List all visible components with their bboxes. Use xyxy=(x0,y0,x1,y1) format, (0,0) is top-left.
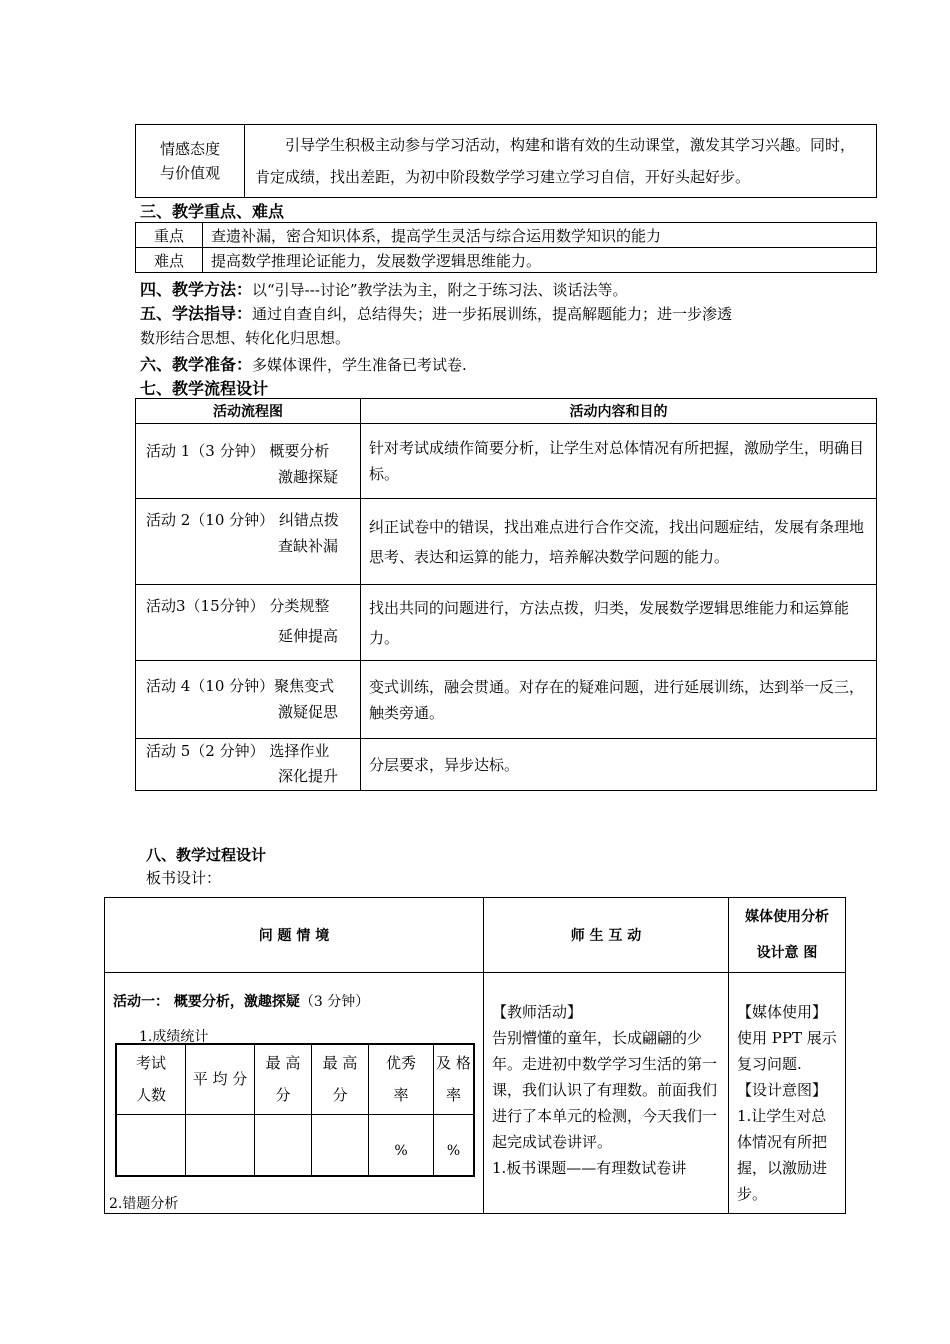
section5 xyxy=(140,302,732,350)
flow-content-cell: 找出共同的问题进行，方法点拨，归类，发展数学逻辑思维能力和运算能力。 xyxy=(361,585,877,661)
teacher-activity-content: 告别懵懂的童年，长成翩翩的少年。走进初中数学学习生活的第一课，我们认识了有理数。前面我们进行了本单元的检测，今天我们一起完成试卷讲评。 xyxy=(492,1029,718,1151)
table-header-row xyxy=(136,399,877,424)
flow-activity-cell xyxy=(136,499,361,585)
stats-value-row xyxy=(116,1114,474,1176)
stats-value-cell xyxy=(255,1114,312,1176)
section6 xyxy=(140,352,467,375)
stats-value-cell: % xyxy=(369,1114,434,1176)
stats-value-cell xyxy=(116,1114,186,1176)
flow-header-right: 活动内容和目的 xyxy=(361,399,877,424)
key-point-label: 重点 xyxy=(136,223,203,248)
flow-table xyxy=(135,398,877,791)
stats-header-l2: 分 xyxy=(332,1086,348,1105)
media-use-title: 【媒体使用】 xyxy=(737,1003,828,1021)
interaction-cell xyxy=(484,973,729,1214)
flow-header-left: 活动流程图 xyxy=(136,399,361,424)
table-header-row xyxy=(105,898,846,973)
stats-header-cell xyxy=(116,1044,186,1114)
stats-value-cell: % xyxy=(434,1114,475,1176)
flow-activity-name: 活动 5（2 分钟） 选择作业 xyxy=(146,742,330,760)
stats-header-cell xyxy=(369,1044,434,1114)
emotion-table xyxy=(135,124,877,198)
key-point-content: 查遗补漏，密合知识体系，提高学生灵活与综合运用数学知识的能力 xyxy=(203,223,877,248)
emotion-label xyxy=(136,125,245,198)
section4-title: 四、教学方法： xyxy=(140,280,253,299)
media-cell xyxy=(729,973,846,1214)
media-use-content: 使用 PPT 展示复习问题. xyxy=(737,1029,837,1073)
flow-activity-cell xyxy=(136,661,361,739)
flow-content-cell: 变式训练，融会贯通。对存在的疑难问题，进行延展训练，达到举一反三，触类旁通。 xyxy=(361,661,877,739)
flow-activity-cell xyxy=(136,585,361,661)
flow-content-cell: 纠正试卷中的错误，找出难点进行合作交流，找出问题症结，发展有条理地思考、表达和运算的能力，培养解决数学问题的能力。 xyxy=(361,499,877,585)
flow-content-cell: 针对考试成绩作简要分析，让学生对总体情况有所把握，激励学生，明确目标。 xyxy=(361,424,877,499)
board-design-label: 板书设计： xyxy=(146,869,222,887)
stats-header-row xyxy=(116,1044,474,1114)
stats-header-l1: 平 均 分 xyxy=(192,1070,248,1089)
stats-label: 1.成绩统计 xyxy=(139,1029,209,1045)
table-row xyxy=(136,248,877,273)
emotion-content-text: 引导学生积极主动参与学习活动，构建和谐有效的生动课堂，激发其学习兴趣。同时，肯定成绩，找出差距，为初中阶段数学学习建立学习自信，开好头起好步。 xyxy=(255,136,856,186)
section8-title: 八、教学过程设计 xyxy=(146,846,267,864)
stats-header-l1: 最 高 xyxy=(265,1054,301,1073)
emotion-content xyxy=(245,125,877,198)
stats-header-l2: 率 xyxy=(445,1086,461,1105)
key-points-table xyxy=(135,222,877,273)
table-row xyxy=(136,223,877,248)
flow-activity-sub: 激趣探疑 xyxy=(278,468,339,486)
stats-header-l1: 及 格 xyxy=(436,1054,471,1073)
stats-header-cell xyxy=(434,1044,475,1114)
stats-header-cell xyxy=(186,1044,255,1114)
section5-content-line2: 数形结合思想、转化化归思想。 xyxy=(140,329,351,347)
section6-content: 多媒体课件，学生准备已考试卷. xyxy=(252,356,467,374)
flow-activity-name: 活动 4（10 分钟）聚焦变式 xyxy=(146,677,335,695)
flow-activity-cell xyxy=(136,424,361,499)
activity-time: （3 分钟） xyxy=(299,994,370,1010)
table-row xyxy=(136,661,877,739)
media-header xyxy=(729,898,846,973)
stats-value-cell xyxy=(186,1114,255,1176)
stats-header-l2: 人数 xyxy=(135,1086,166,1105)
emotion-label-line1: 情感态度 xyxy=(159,140,220,158)
teacher-activity-title: 【教师活动】 xyxy=(492,1003,583,1021)
difficulty-content: 提高数学推理论证能力，发展数学逻辑思维能力。 xyxy=(203,248,877,273)
section5-title: 五、学法指导： xyxy=(140,304,253,323)
stats-table xyxy=(115,1043,475,1177)
stats-header-cell xyxy=(312,1044,369,1114)
emotion-label-line2: 与价值观 xyxy=(159,164,220,182)
section3-title: 三、教学重点、难点 xyxy=(140,202,285,221)
stats-header-l1: 最 高 xyxy=(322,1054,358,1073)
section7-title: 七、教学流程设计 xyxy=(140,379,269,398)
table-row xyxy=(136,424,877,499)
flow-activity-name: 活动 1（3 分钟） 概要分析 xyxy=(146,442,330,460)
process-table xyxy=(104,897,846,1214)
section4-content: 以“引导---讨论”教学法为主，附之于练习法、谈话法等。 xyxy=(252,281,628,299)
media-header-line2: 设计意 图 xyxy=(756,945,818,961)
situation-cell xyxy=(105,973,484,1214)
flow-content-cell: 分层要求，异步达标。 xyxy=(361,739,877,791)
design-intent-title: 【设计意图】 xyxy=(737,1081,828,1099)
section5-content-line1: 通过自查自纠，总结得失；进一步拓展训练，提高解题能力；进一步渗透 xyxy=(252,305,733,323)
section6-title: 六、教学准备： xyxy=(140,355,253,374)
flow-activity-cell xyxy=(136,739,361,791)
teacher-activity-item: 1.板书课题——有理数试卷讲 xyxy=(492,1159,687,1177)
activity-title: 活动一： 概要分析，激趣探疑 xyxy=(113,994,300,1010)
table-row xyxy=(105,973,846,1214)
stats-header-l2: 率 xyxy=(393,1086,409,1105)
flow-activity-name: 活动 2（10 分钟） 纠错点拨 xyxy=(146,511,339,529)
table-row xyxy=(136,499,877,585)
design-intent-content: 1.让学生对总体情况有所把握，以激励进步。 xyxy=(737,1107,828,1203)
stats-value-cell xyxy=(312,1114,369,1176)
difficulty-label: 难点 xyxy=(136,248,203,273)
stats-header-l1: 考试 xyxy=(135,1054,166,1073)
situation-header: 问 题 情 境 xyxy=(105,898,484,973)
stats-header-l1: 优秀 xyxy=(385,1054,416,1073)
flow-activity-sub: 查缺补漏 xyxy=(278,537,339,555)
flow-activity-name: 活动3（15分钟） 分类规整 xyxy=(146,597,330,615)
table-row xyxy=(136,739,877,791)
interaction-header: 师 生 互 动 xyxy=(484,898,729,973)
flow-activity-sub: 延伸提高 xyxy=(278,627,339,645)
table-row xyxy=(136,585,877,661)
section4 xyxy=(140,277,628,300)
media-header-line1: 媒体使用分析 xyxy=(745,909,829,925)
activity-title-line xyxy=(113,991,369,1011)
flow-activity-sub: 深化提升 xyxy=(278,767,339,785)
stats-header-cell xyxy=(255,1044,312,1114)
flow-activity-sub: 激疑促思 xyxy=(278,703,339,721)
stats-header-l2: 分 xyxy=(275,1086,291,1105)
error-analysis-label: 2.错题分析 xyxy=(109,1196,179,1212)
